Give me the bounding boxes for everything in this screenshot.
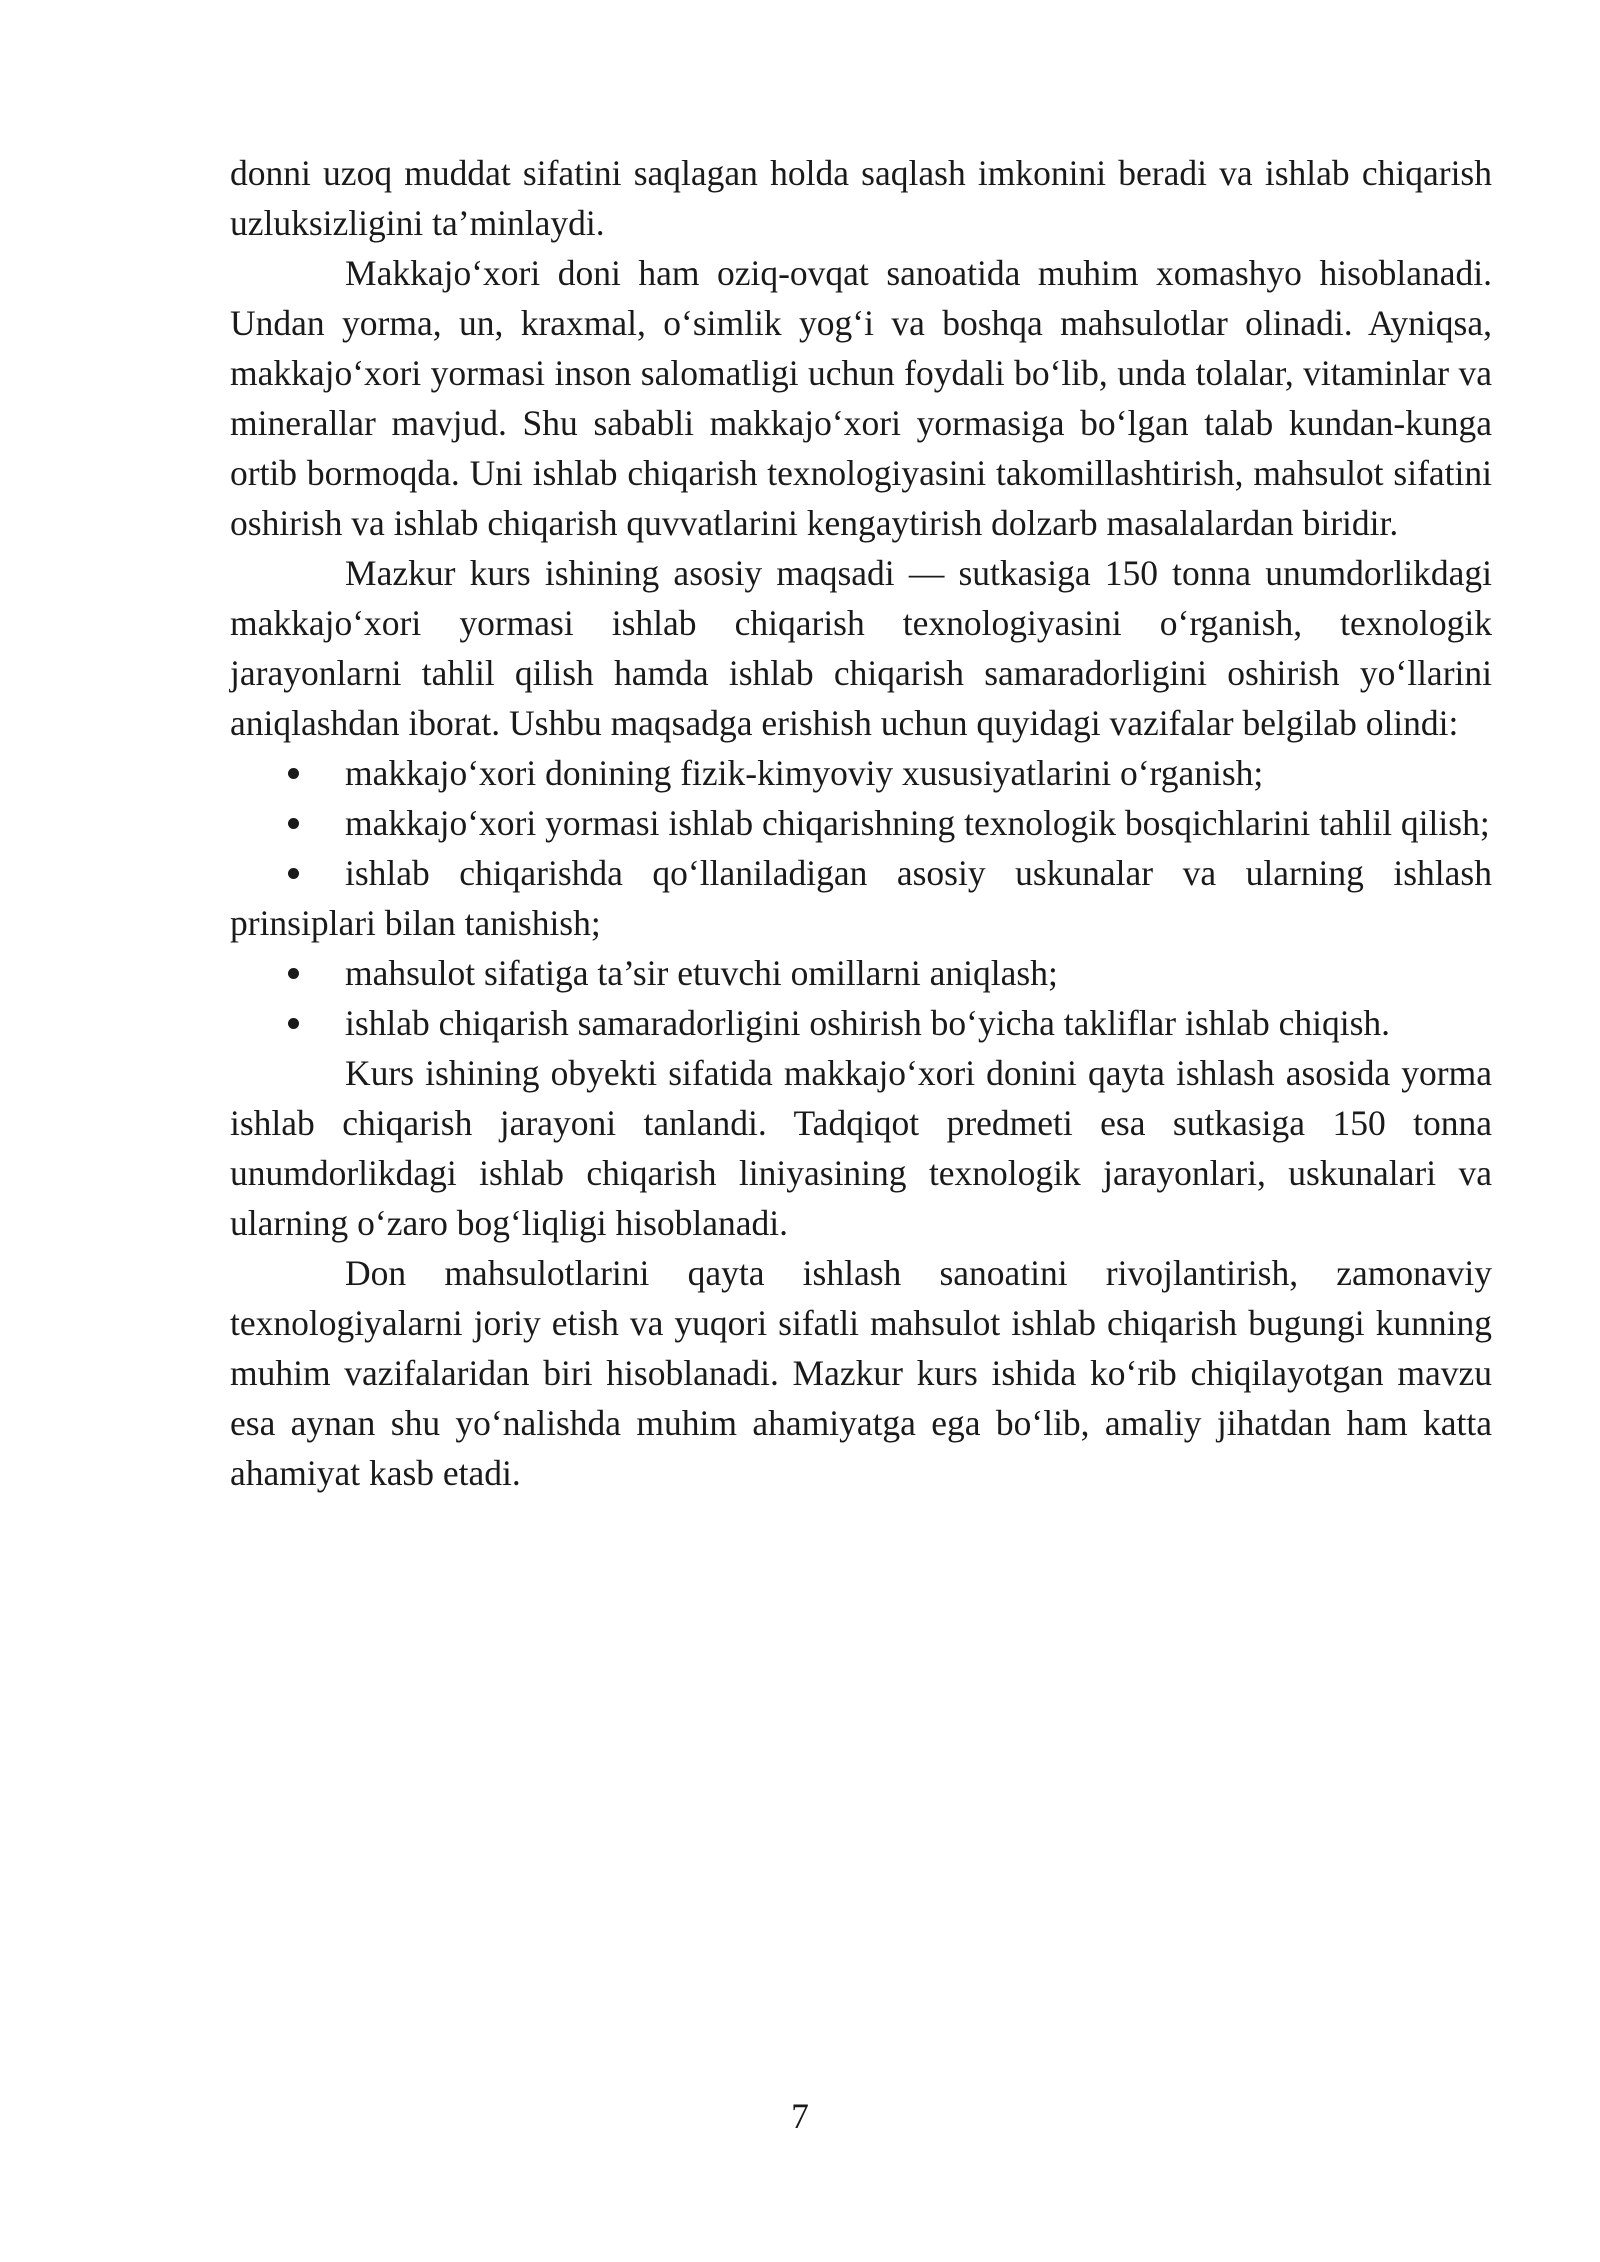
paragraph-relevance: Don mahsulotlarini qayta ishlash sanoatini rivojlantirish, zamonaviy texnologiyalarni joriy etish va yuqori sifatli mahsulot ishlab chiqarish bugungi kunning muhim vazifalaridan biri hisoblanadi. Mazkur kurs ishida ko‘rib chiqilayotgan mavzu esa aynan shu yo‘nalishda muhim ahamiyatga ega bo‘lib, amaliy jihatdan ham katta ahamiyat kasb etadi. (230, 1253, 1492, 1493)
bullet-icon (288, 768, 299, 779)
list-item (230, 948, 1492, 998)
list-item-text: ishlab chiqarish samaradorligini oshirish bo‘yicha takliflar ishlab chiqish. (345, 1003, 1391, 1043)
list-item (230, 798, 1492, 848)
list-item-text: mahsulot sifatiga ta’sir etuvchi omillarni aniqlash; (345, 953, 1058, 993)
task-list (230, 748, 1492, 1048)
bullet-icon (288, 968, 299, 979)
list-item-text: ishlab chiqarishda qo‘llaniladigan asosiy uskunalar va ularning ishlash prinsiplari bilan tanishish; (230, 853, 1492, 943)
bullet-icon (288, 818, 299, 829)
paragraph-object-subject: Kurs ishining obyekti sifatida makkajo‘xori donini qayta ishlash asosida yorma ishlab chiqarish jarayoni tanlandi. Tadqiqot predmeti esa sutkasiga 150 tonna unumdorlikdagi ishlab chiqarish liniyasining texnologik jarayonlari, uskunalari va ularning o‘zaro bog‘liqligi hisoblanadi. (230, 1053, 1492, 1243)
paragraph-continuation: donni uzoq muddat sifatini saqlagan holda saqlash imkonini beradi va ishlab chiqarish uzluksizligini ta’minlaydi. (230, 153, 1492, 243)
bullet-icon (288, 868, 299, 879)
list-item (230, 998, 1492, 1048)
bullet-icon (288, 1018, 299, 1029)
body-text (230, 148, 1492, 1498)
list-item-text: makkajo‘xori yormasi ishlab chiqarishning texnologik bosqichlarini tahlil qilish; (345, 803, 1490, 843)
page-number: 7 (791, 2096, 809, 2136)
paragraph-course-goal: Mazkur kurs ishining asosiy maqsadi — sutkasiga 150 tonna unumdorlikdagi makkajo‘xori yormasi ishlab chiqarish texnologiyasini o‘rganish, texnologik jarayonlarni tahlil qilish hamda ishlab chiqarish samaradorligini oshirish yo‘llarini aniqlashdan iborat. Ushbu maqsadga erishish uchun quyidagi vazifalar belgilab olindi: (230, 553, 1492, 743)
paragraph-corn-raw-material: Makkajo‘xori doni ham oziq-ovqat sanoatida muhim xomashyo hisoblanadi. Undan yorma, un, kraxmal, o‘simlik yog‘i va boshqa mahsulotlar olinadi. Ayniqsa, makkajo‘xori yormasi inson salomatligi uchun foydali bo‘lib, unda tolalar, vitaminlar va minerallar mavjud. Shu sababli makkajo‘xori yormasiga bo‘lgan talab kundan-kunga ortib bormoqda. Uni ishlab chiqarish texnologiyasini takomillashtirish, mahsulot sifatini oshirish va ishlab chiqarish quvvatlarini kengaytirish dolzarb masalalardan biridir. (230, 253, 1492, 543)
list-item (230, 848, 1492, 948)
list-item (230, 748, 1492, 798)
list-item-text: makkajo‘xori donining fizik-kimyoviy xususiyatlarini o‘rganish; (345, 753, 1264, 793)
